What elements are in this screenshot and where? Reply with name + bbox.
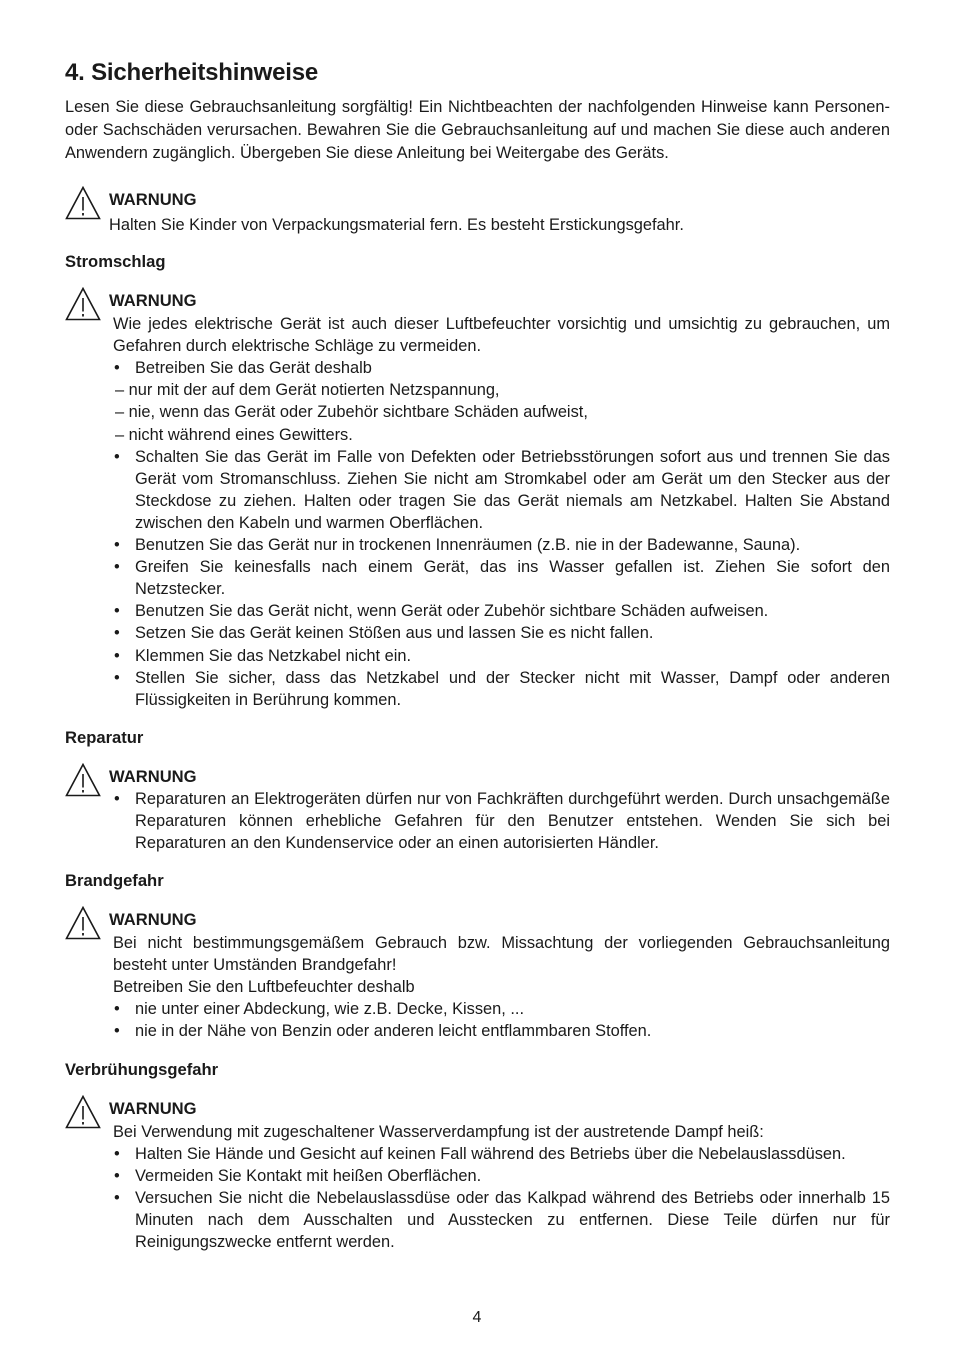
heading-brandgefahr: Brandgefahr bbox=[65, 871, 164, 891]
safety-section bbox=[65, 56, 890, 1253]
warning-label: WARNUNG bbox=[109, 190, 197, 209]
heading-verbruehungsgefahr: Verbrühungsgefahr bbox=[65, 1059, 219, 1079]
list-item: • Schalten Sie das Gerät im Falle von Defekten oder Betriebsstörungen sofort aus und trennen Sie das Gerät vom Stromanschluss. Ziehen Sie nicht am Stromkabel oder am Gerät um den Stecker aus der Steckdose zu ziehen. Halten oder tragen Sie das Gerät niemals am Netzkabel. Halten Sie Abstand zwischen den Kabeln und warmen Oberflächen. bbox=[113, 446, 890, 534]
warning-label: WARNUNG bbox=[109, 910, 197, 930]
list-item: • Betreiben Sie das Gerät deshalb bbox=[113, 357, 890, 379]
list-item: • Benutzen Sie das Gerät nicht, wenn Gerät oder Zubehör sichtbare Schäden aufweisen. bbox=[113, 600, 890, 622]
warning-label: WARNUNG bbox=[109, 766, 197, 786]
list-item: • Setzen Sie das Gerät keinen Stößen aus und lassen Sie es nicht fallen. bbox=[113, 622, 890, 644]
list-item: • nie unter einer Abdeckung, wie z.B. Decke, Kissen, ... bbox=[113, 998, 890, 1020]
list-item: • Halten Sie Hände und Gesicht auf keinen Fall während des Betriebs über die Nebelauslassdüsen. bbox=[113, 1143, 890, 1165]
list-item: • Versuchen Sie nicht die Nebelauslassdüse oder das Kalkpad während des Betriebs oder innerhalb 15 Minuten nach dem Ausschalten und Ausstecken zu entfernen. Diese Teile dürfen nur für Reinigungszwecke entfernt werden. bbox=[113, 1187, 890, 1253]
warning-label: WARNUNG bbox=[109, 291, 197, 311]
list-subitem: – nur mit der auf dem Gerät notierten Netzspannung, bbox=[115, 381, 500, 400]
warning-text: Wie jedes elektrische Gerät ist auch dieser Luftbefeuchter vorsichtig und umsichtig zu gebrauchen, um Gefahren durch elektrische Schläge zu vermeiden. bbox=[113, 315, 890, 356]
warning-block-general bbox=[65, 186, 890, 222]
list-item: • Vermeiden Sie Kontakt mit heißen Oberflächen. bbox=[113, 1165, 890, 1187]
list-item: • Greifen Sie keinesfalls nach einem Gerät, das ins Wasser gefallen ist. Ziehen Sie sofort den Netzstecker. bbox=[113, 556, 890, 600]
section-title: 4. Sicherheitshinweise bbox=[65, 59, 319, 86]
warning-triangle-icon bbox=[65, 1095, 101, 1129]
warning-text: Bei nicht bestimmungsgemäßem Gebrauch bzw. Missachtung der vorliegenden Gebrauchsanleitung besteht unter Umständen Brandgefahr! bbox=[113, 934, 890, 975]
warning-triangle-icon bbox=[65, 763, 101, 797]
list-item: • nie in der Nähe von Benzin oder anderen leicht entflammbaren Stoffen. bbox=[113, 1020, 890, 1042]
warning-label: WARNUNG bbox=[109, 1098, 197, 1118]
page-number: 4 bbox=[472, 1309, 482, 1326]
list-subitem: – nicht während eines Gewitters. bbox=[115, 425, 353, 444]
warning-text: Bei Verwendung mit zugeschaltener Wasserverdampfung ist der austretende Dampf heiß: bbox=[113, 1122, 764, 1141]
list-item: • Benutzen Sie das Gerät nur in trockenen Innenräumen (z.B. nie in der Badewanne, Sauna). bbox=[113, 534, 890, 556]
warning-block-verbruehungsgefahr bbox=[65, 1095, 890, 1131]
list-item: • Stellen Sie sicher, dass das Netzkabel und der Stecker nicht mit Wasser, Dampf oder anderen Flüssigkeiten in Berührung kommen. bbox=[113, 667, 890, 711]
list-subitem: – nie, wenn das Gerät oder Zubehör sichtbare Schäden aufweist, bbox=[115, 403, 588, 422]
list-item: • Klemmen Sie das Netzkabel nicht ein. bbox=[113, 645, 890, 667]
warning-text: Halten Sie Kinder von Verpackungsmaterial fern. Es besteht Erstickungsgefahr. bbox=[109, 216, 684, 234]
list-item: • Reparaturen an Elektrogeräten dürfen nur von Fachkräften durchgeführt werden. Durch unsachgemäße Reparaturen können erhebliche Gefahren für den Benutzer entstehen. Wenden Sie sich bei Reparaturen an den Kundenservice oder an einen autorisierten Händler. bbox=[113, 788, 890, 854]
warning-triangle-icon bbox=[65, 906, 101, 940]
heading-reparatur: Reparatur bbox=[65, 727, 144, 747]
warning-triangle-icon bbox=[65, 186, 101, 220]
warning-block-brandgefahr bbox=[65, 906, 890, 942]
warning-text: Betreiben Sie den Luftbefeuchter deshalb bbox=[113, 978, 415, 997]
heading-stromschlag: Stromschlag bbox=[65, 252, 166, 272]
warning-triangle-icon bbox=[65, 287, 101, 321]
intro-paragraph: Lesen Sie diese Gebrauchsanleitung sorgfältig! Ein Nichtbeachten der nachfolgenden Hinweise kann Personen- oder Sachschäden verursachen. Bewahren Sie die Gebrauchsanleitung auf und machen Sie diese auch anderen Anwendern zugänglich. Übergeben Sie diese Anleitung bei Weitergabe des Geräts. bbox=[65, 98, 890, 162]
warning-block-stromschlag bbox=[65, 287, 890, 323]
